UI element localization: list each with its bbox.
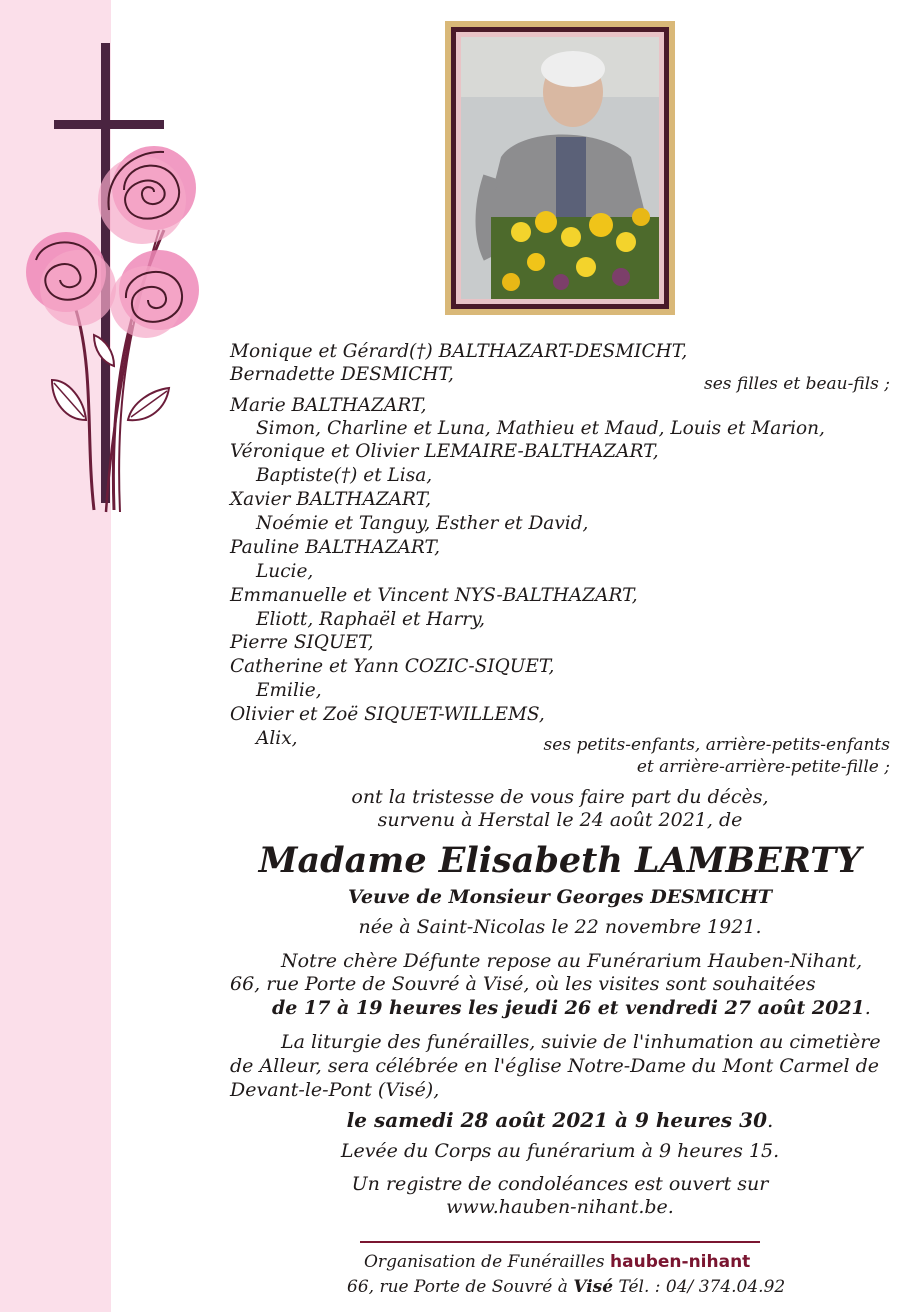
liturgy-date: le samedi 28 août 2021 à 9 heures 30. xyxy=(346,1108,774,1132)
liturgy-line: La liturgie des funérailles, suivie de l'inhumation au cimetière xyxy=(281,1031,881,1053)
family-line: Emilie, xyxy=(256,680,322,701)
family-line: Pierre SIQUET, xyxy=(230,632,374,653)
relation-great-grandchildren: et arrière-arrière-petite-fille ; xyxy=(636,757,890,777)
visits-line: Notre chère Défunte repose au Funérarium Hauben-Nihant, xyxy=(281,950,863,972)
levee-info: Levée du Corps au funérarium à 9 heures 15. xyxy=(340,1140,780,1162)
footer-address: 66, rue Porte de Souvré à Visé Tél. : 04/ 374.04.92 xyxy=(347,1277,786,1297)
portrait-photo xyxy=(461,37,659,299)
relation-grandchildren: ses petits-enfants, arrière-petits-enfants xyxy=(543,735,890,755)
family-line: Lucie, xyxy=(256,561,314,582)
family-line: Pauline BALTHAZART, xyxy=(230,537,441,558)
family-line: Marie BALTHAZART, xyxy=(230,395,427,416)
portrait-frame xyxy=(445,21,675,315)
liturgy-line: Devant-le-Pont (Visé), xyxy=(230,1079,440,1101)
visits-line: 66, rue Porte de Souvré à Visé, où les visites sont souhaitées xyxy=(230,973,816,995)
family-line: Véronique et Olivier LEMAIRE-BALTHAZART, xyxy=(230,441,659,462)
family-line: Xavier BALTHAZART, xyxy=(230,489,432,510)
family-line: Noémie et Tanguy, Esther et David, xyxy=(256,513,589,534)
family-line: Catherine et Yann COZIC-SIQUET, xyxy=(230,656,555,677)
register-line: Un registre de condoléances est ouvert sur xyxy=(351,1173,769,1195)
announce-line: survenu à Herstal le 24 août 2021, de xyxy=(377,809,743,831)
family-line: Baptiste(†) et Lisa, xyxy=(256,465,433,486)
footer-divider xyxy=(360,1241,760,1243)
deceased-name: Madame Elisabeth LAMBERTY xyxy=(258,840,862,881)
brand-logo: hauben-nihant xyxy=(610,1252,751,1272)
family-line: Alix, xyxy=(256,728,298,749)
birth-info: née à Saint-Nicolas le 22 novembre 1921. xyxy=(358,916,762,938)
family-line: Monique et Gérard(†) BALTHAZART-DESMICHT, xyxy=(230,341,688,362)
family-line: Bernadette DESMICHT, xyxy=(230,364,454,385)
family-line: Olivier et Zoë SIQUET-WILLEMS, xyxy=(230,704,545,725)
family-line: Simon, Charline et Luna, Mathieu et Maud, Louis et Marion, xyxy=(256,418,825,439)
cross-roses-illustration xyxy=(14,40,204,525)
relation-daughters: ses filles et beau-fils ; xyxy=(703,374,890,394)
family-line: Eliott, Raphaël et Harry, xyxy=(256,609,486,630)
announce-line: ont la tristesse de vous faire part du décès, xyxy=(351,786,769,808)
visits-hours: de 17 à 19 heures les jeudi 26 et vendredi 27 août 2021. xyxy=(272,997,871,1019)
footer-org: Organisation de Funérailles hauben-nihant xyxy=(364,1252,751,1272)
widow-of: Veuve de Monsieur Georges DESMICHT xyxy=(347,886,773,908)
family-line: Emmanuelle et Vincent NYS-BALTHAZART, xyxy=(230,585,638,606)
register-url: www.hauben-nihant.be. xyxy=(446,1196,674,1218)
liturgy-line: de Alleur, sera célébrée en l'église Notre-Dame du Mont Carmel de xyxy=(230,1055,879,1077)
